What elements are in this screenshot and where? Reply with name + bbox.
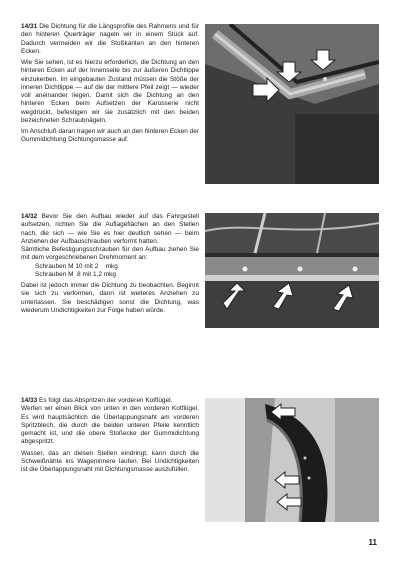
section-14-31-text	[21, 23, 199, 148]
photo-chassis-mounting-surfaces	[205, 213, 379, 328]
photo-front-fender-underside-image	[205, 398, 379, 522]
paragraph	[21, 23, 199, 56]
paragraph-text: Die Dichtung für die Längsprofile des Rahmens und für den hinteren Querträger nageln wir in einem Stück auf. Dadurch vermeiden wir die Stoßkanten an den hinteren Ecken.	[21, 23, 200, 55]
paragraph-text: Es folgt das Abspritzen der vorderen Kotflügel.	[39, 397, 173, 404]
paragraph-text: Sämtliche Befestigungsschrauben für den Aufbau ziehen Sie mit dem vorgeschriebenen Drehmoment an:	[21, 246, 199, 262]
section-number: 14/32	[21, 213, 38, 220]
photo-chassis-mounting-surfaces-image	[205, 213, 379, 328]
section-14-32-text	[21, 213, 199, 318]
torque-spec-m8: Schrauben M 8 mit 1,2 mkg	[35, 270, 117, 278]
paragraph: Dabei ist jedoch immer die Dichtung zu beobachten. Beginnt sie sich zu verformen, dann ist weiteres Anziehen zu unterlassen. Sie beschädigen sonst die Dichtung, was wiederum Undichtigkeiten zur Folge haben würde.	[21, 282, 199, 314]
section-number: 14/31	[21, 23, 38, 30]
paragraph-text: Bevor Sie den Aufbau wieder auf das Fahrgestell aufsetzen, richten Sie die Auflageflächen an den Stellen nach, die sich — wie Sie es hier deutlich sehen — beim Anziehen der Aufbauschrauben verformt hatten.	[21, 213, 199, 245]
photo-frame-rear-corner-image	[205, 24, 379, 184]
paragraph: Im Anschluß daran tragen wir auch an den hinteren Ecken der Gummidichtung Dichtungsmasse auf.	[21, 128, 199, 144]
paragraph	[21, 213, 199, 279]
torque-spec-m10: Schrauben M 10 mit 2 mkg	[35, 262, 118, 270]
photo-frame-rear-corner	[205, 24, 379, 184]
paragraph-text: Werfen wir einen Blick von unten in den vorderen Kotflügel. Es wird hauptsächlich die Überlappungsnaht am vorderen Spritzblech, die durch die beiden unteren Pfeile kenntlich gemacht ist, und die obere Stoßecke der Gummidichtung abgespritzt.	[21, 405, 199, 446]
photo-front-fender-underside	[205, 398, 379, 522]
page-number: 11	[368, 538, 377, 547]
paragraph	[21, 397, 199, 447]
section-number: 14/33	[21, 397, 38, 404]
paragraph: Wie Sie sehen, ist es hierzu erforderlich, die Dichtung an den hinteren Ecken auf der Innenseite bis zur äußeren Dichtlippe einzukerben. Im eingebauten Zustand müssen die Stöße der inneren Dichtlippe — auf die der mittlere Pfeil zeigt — wieder voll aneinander liegen. Damit sich die Dichtung an den hinteren Ecken beim Aufsetzen der Karosserie nicht wegdrückt, befestigen wir sie zusätzlich mit den beiden bezeichneten Schraubnägeln.	[21, 59, 199, 124]
section-14-33-text	[21, 397, 199, 477]
paragraph: Wasser, das an diesen Stellen eindringt, kann durch die Schweißnähte ins Wageninnere laufen. Bei Undichtigkeiten ist die Überlappungsnaht mit Dichtungsmasse auszufüllen.	[21, 449, 199, 473]
